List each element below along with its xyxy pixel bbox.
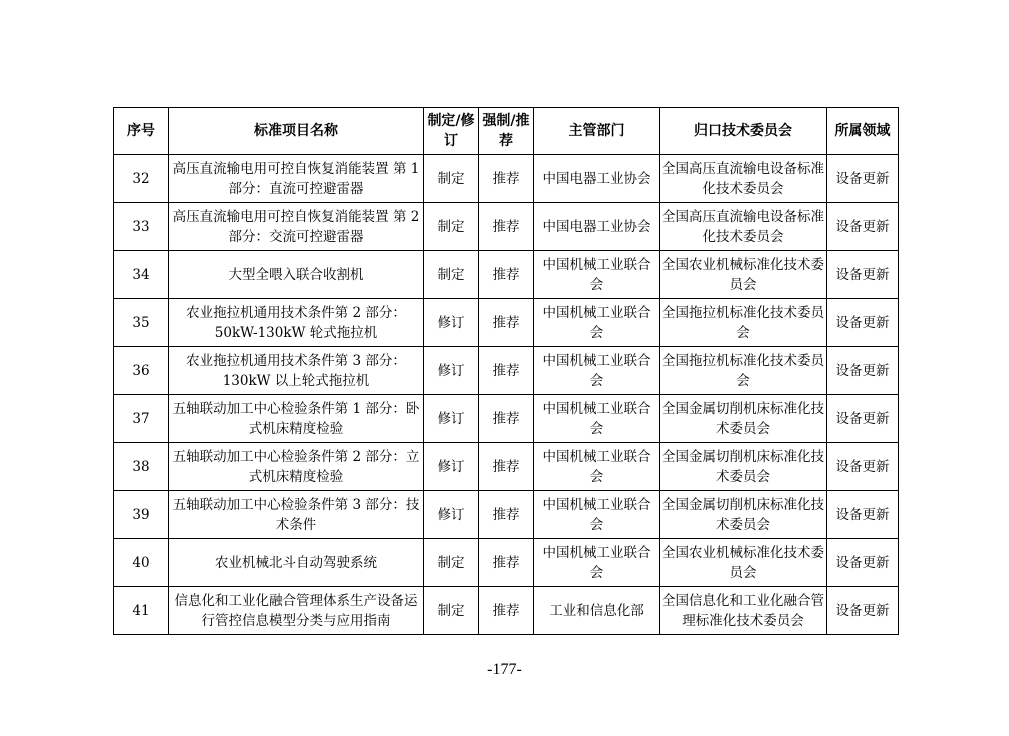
row-index: 33 bbox=[114, 203, 169, 251]
row-type: 制定 bbox=[424, 539, 479, 587]
header-field: 所属领域 bbox=[827, 108, 899, 155]
header-type: 制定/修订 bbox=[424, 108, 479, 155]
row-name: 大型全喂入联合收割机 bbox=[169, 251, 424, 299]
row-name: 五轴联动加工中心检验条件第 3 部分：技术条件 bbox=[169, 491, 424, 539]
table-row bbox=[114, 203, 899, 251]
row-committee: 全国信息化和工业化融合管理标准化技术委员会 bbox=[660, 587, 827, 635]
row-name: 五轴联动加工中心检验条件第 1 部分：卧式机床精度检验 bbox=[169, 395, 424, 443]
row-department: 中国机械工业联合会 bbox=[534, 251, 660, 299]
row-type: 修订 bbox=[424, 299, 479, 347]
header-index: 序号 bbox=[114, 108, 169, 155]
row-department: 工业和信息化部 bbox=[534, 587, 660, 635]
row-mandatory: 推荐 bbox=[479, 155, 534, 203]
standards-table bbox=[113, 107, 899, 635]
row-department: 中国机械工业联合会 bbox=[534, 539, 660, 587]
row-committee: 全国农业机械标准化技术委员会 bbox=[660, 251, 827, 299]
row-type: 修订 bbox=[424, 443, 479, 491]
row-name: 信息化和工业化融合管理体系生产设备运行管控信息模型分类与应用指南 bbox=[169, 587, 424, 635]
header-committee: 归口技术委员会 bbox=[660, 108, 827, 155]
table-row bbox=[114, 347, 899, 395]
row-department: 中国机械工业联合会 bbox=[534, 347, 660, 395]
row-index: 41 bbox=[114, 587, 169, 635]
row-index: 36 bbox=[114, 347, 169, 395]
table-row bbox=[114, 395, 899, 443]
row-name: 农业拖拉机通用技术条件第 2 部分：50kW-130kW 轮式拖拉机 bbox=[169, 299, 424, 347]
row-mandatory: 推荐 bbox=[479, 491, 534, 539]
table-row bbox=[114, 443, 899, 491]
row-department: 中国机械工业联合会 bbox=[534, 443, 660, 491]
row-name: 高压直流输电用可控自恢复消能装置 第 2 部分：交流可控避雷器 bbox=[169, 203, 424, 251]
row-mandatory: 推荐 bbox=[479, 299, 534, 347]
table-row bbox=[114, 299, 899, 347]
row-index: 39 bbox=[114, 491, 169, 539]
row-field: 设备更新 bbox=[827, 587, 899, 635]
row-field: 设备更新 bbox=[827, 395, 899, 443]
row-field: 设备更新 bbox=[827, 443, 899, 491]
row-field: 设备更新 bbox=[827, 299, 899, 347]
header-mandatory: 强制/推荐 bbox=[479, 108, 534, 155]
row-type: 修订 bbox=[424, 395, 479, 443]
row-committee: 全国拖拉机标准化技术委员会 bbox=[660, 347, 827, 395]
row-field: 设备更新 bbox=[827, 251, 899, 299]
row-committee: 全国农业机械标准化技术委员会 bbox=[660, 539, 827, 587]
row-index: 37 bbox=[114, 395, 169, 443]
row-index: 32 bbox=[114, 155, 169, 203]
table-row bbox=[114, 539, 899, 587]
header-department: 主管部门 bbox=[534, 108, 660, 155]
row-department: 中国机械工业联合会 bbox=[534, 299, 660, 347]
row-type: 修订 bbox=[424, 491, 479, 539]
header-name: 标准项目名称 bbox=[169, 108, 424, 155]
table-row bbox=[114, 155, 899, 203]
row-type: 制定 bbox=[424, 587, 479, 635]
row-committee: 全国高压直流输电设备标准化技术委员会 bbox=[660, 155, 827, 203]
row-type: 制定 bbox=[424, 251, 479, 299]
row-department: 中国机械工业联合会 bbox=[534, 395, 660, 443]
table-row bbox=[114, 251, 899, 299]
row-mandatory: 推荐 bbox=[479, 539, 534, 587]
row-mandatory: 推荐 bbox=[479, 443, 534, 491]
row-field: 设备更新 bbox=[827, 155, 899, 203]
row-field: 设备更新 bbox=[827, 491, 899, 539]
row-index: 34 bbox=[114, 251, 169, 299]
table-row bbox=[114, 587, 899, 635]
row-committee: 全国金属切削机床标准化技术委员会 bbox=[660, 491, 827, 539]
row-type: 修订 bbox=[424, 347, 479, 395]
row-name: 农业拖拉机通用技术条件第 3 部分：130kW 以上轮式拖拉机 bbox=[169, 347, 424, 395]
row-committee: 全国金属切削机床标准化技术委员会 bbox=[660, 395, 827, 443]
row-name: 农业机械北斗自动驾驶系统 bbox=[169, 539, 424, 587]
row-mandatory: 推荐 bbox=[479, 347, 534, 395]
row-index: 40 bbox=[114, 539, 169, 587]
row-mandatory: 推荐 bbox=[479, 587, 534, 635]
row-committee: 全国金属切削机床标准化技术委员会 bbox=[660, 443, 827, 491]
table-row bbox=[114, 491, 899, 539]
row-field: 设备更新 bbox=[827, 203, 899, 251]
row-name: 五轴联动加工中心检验条件第 2 部分：立式机床精度检验 bbox=[169, 443, 424, 491]
row-department: 中国机械工业联合会 bbox=[534, 491, 660, 539]
row-mandatory: 推荐 bbox=[479, 203, 534, 251]
row-type: 制定 bbox=[424, 203, 479, 251]
row-committee: 全国拖拉机标准化技术委员会 bbox=[660, 299, 827, 347]
table-header-row bbox=[114, 108, 899, 155]
row-field: 设备更新 bbox=[827, 347, 899, 395]
row-index: 38 bbox=[114, 443, 169, 491]
row-index: 35 bbox=[114, 299, 169, 347]
row-type: 制定 bbox=[424, 155, 479, 203]
row-committee: 全国高压直流输电设备标准化技术委员会 bbox=[660, 203, 827, 251]
page-number: -177- bbox=[487, 661, 522, 678]
row-mandatory: 推荐 bbox=[479, 395, 534, 443]
row-department: 中国电器工业协会 bbox=[534, 155, 660, 203]
row-mandatory: 推荐 bbox=[479, 251, 534, 299]
row-name: 高压直流输电用可控自恢复消能装置 第 1 部分：直流可控避雷器 bbox=[169, 155, 424, 203]
row-department: 中国电器工业协会 bbox=[534, 203, 660, 251]
row-field: 设备更新 bbox=[827, 539, 899, 587]
